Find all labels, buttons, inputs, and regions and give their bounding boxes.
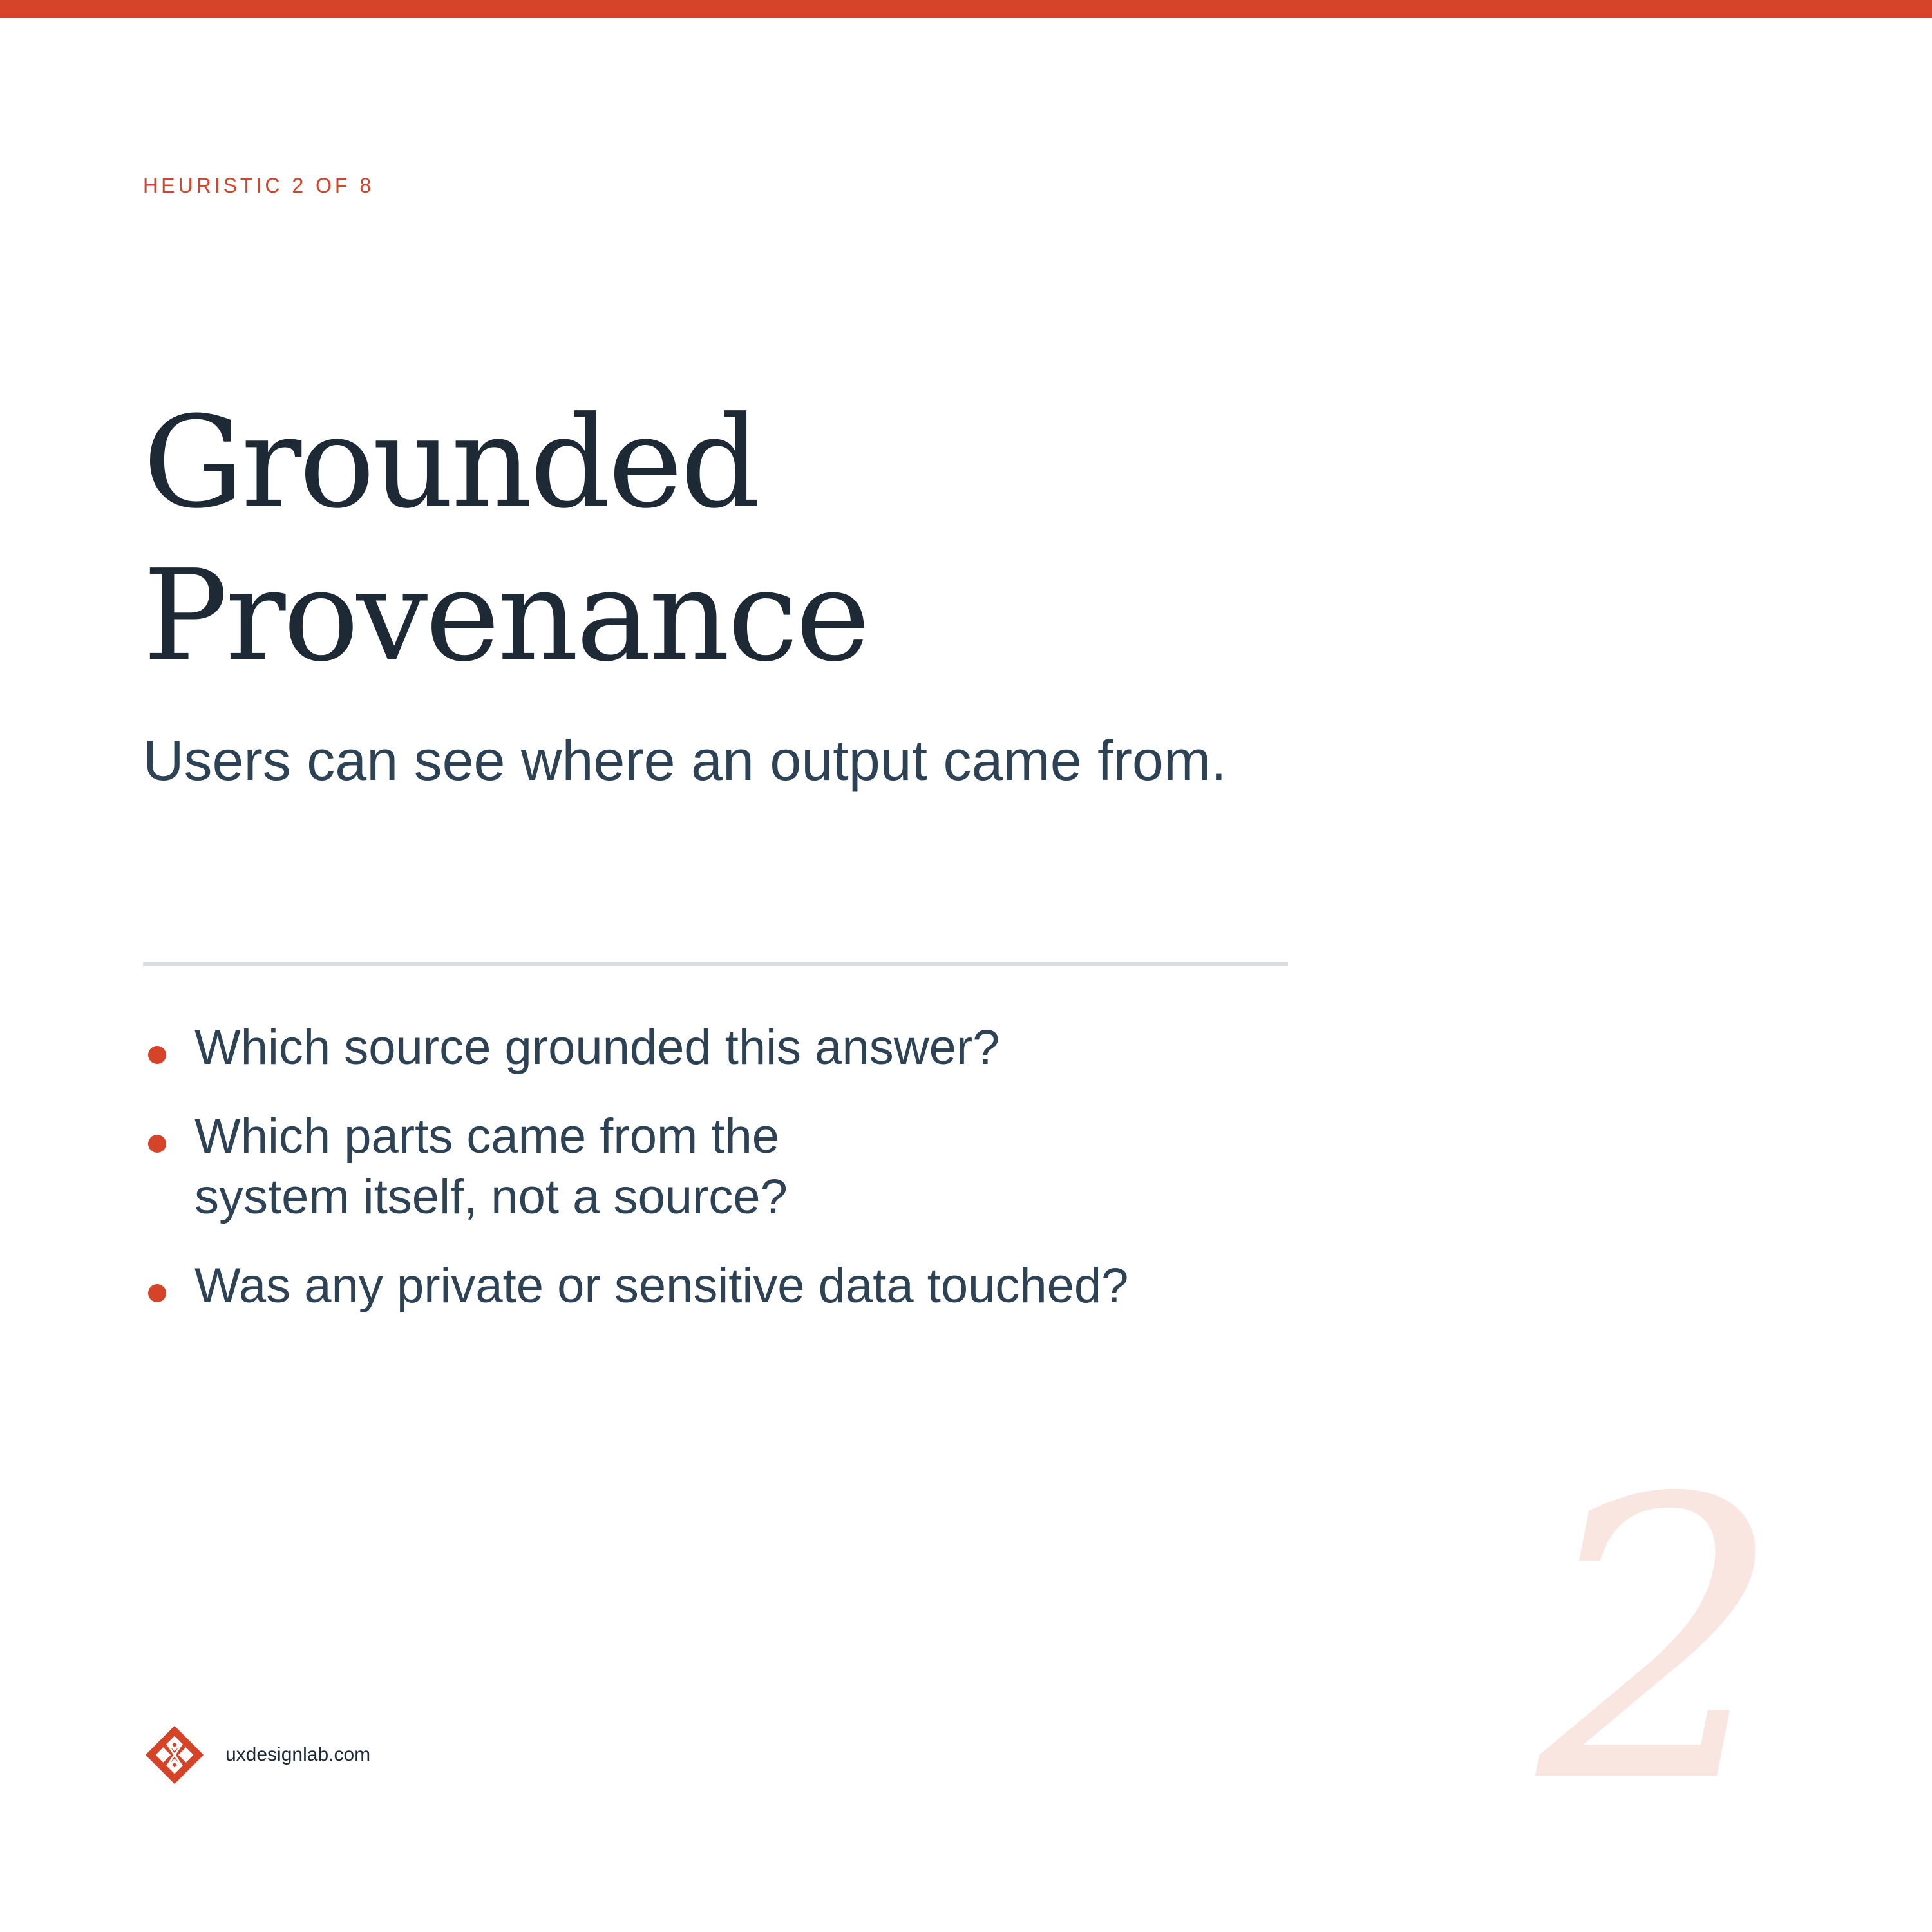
divider — [143, 962, 1288, 966]
list-item — [143, 1018, 1302, 1078]
decorative-number: 2 — [1537, 1417, 1783, 1867]
top-accent-bar — [0, 0, 1932, 18]
title-line-2: Provenance — [143, 543, 868, 690]
site-url: uxdesignlab.com — [225, 1744, 371, 1765]
page-title — [143, 386, 867, 693]
subtitle: Users can see where an output came from. — [143, 728, 1227, 792]
geometric-lattice-logo-icon — [143, 1723, 206, 1786]
list-item-text: Which source grounded this answer? — [194, 1020, 1000, 1075]
bullet-dot-icon — [148, 1135, 166, 1153]
list-item — [143, 1106, 1302, 1227]
footer — [143, 1723, 370, 1786]
list-item — [143, 1256, 1302, 1316]
heuristic-counter: HEURISTIC 2 OF 8 — [143, 174, 375, 197]
question-list — [143, 1018, 1302, 1345]
bullet-dot-icon — [148, 1046, 166, 1064]
title-line-1: Grounded — [143, 390, 759, 536]
bullet-dot-icon — [148, 1284, 166, 1302]
list-item-text: Which parts came from the system itself, not a source? — [194, 1109, 788, 1224]
list-item-text: Was any private or sensitive data touched? — [194, 1258, 1129, 1313]
